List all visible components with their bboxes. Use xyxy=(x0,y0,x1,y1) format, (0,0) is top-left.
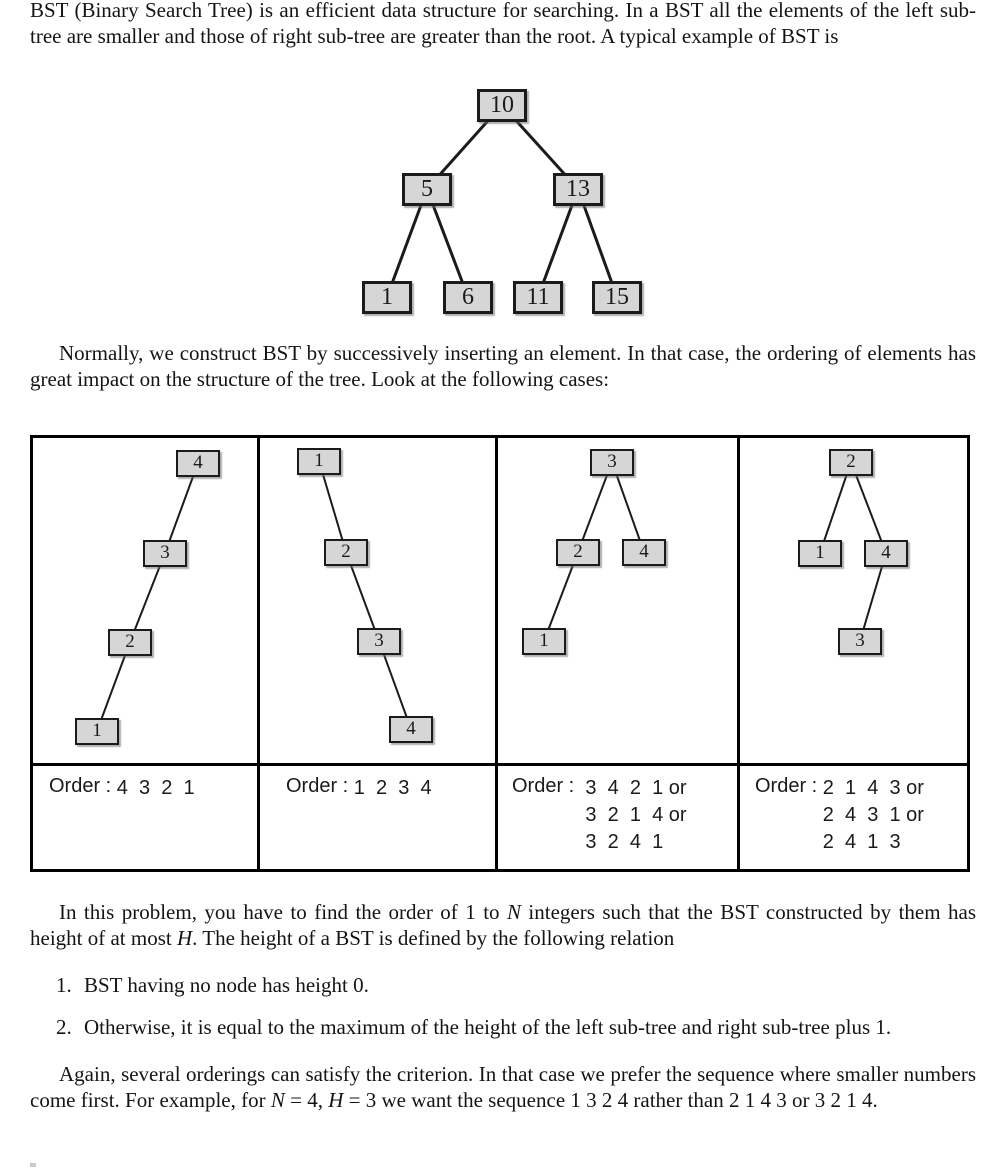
tree-node-4: 4 xyxy=(622,539,666,566)
list-text: Otherwise, it is equal to the maximum of the height of the left sub-tree and right sub-tree plus 1. xyxy=(84,1015,892,1039)
tree-node-2: 2 xyxy=(108,629,152,656)
text-segment: Again, several orderings can satisfy the criterion. In that case we prefer the sequence where smaller numbers come first. For example, for xyxy=(30,1062,976,1112)
order-cell-4 xyxy=(740,766,967,869)
tree-node-3: 3 xyxy=(590,449,634,476)
tree-node-2: 2 xyxy=(829,449,873,476)
order-label: Order : xyxy=(49,775,117,797)
tree-node-1: 1 xyxy=(297,448,341,475)
order-sequence: 3 2 1 4 or xyxy=(585,804,687,826)
paragraph-intro: BST (Binary Search Tree) is an efficient data structure for searching. In a BST all the elements of the left sub-tree are smaller and those of right sub-tree are greater than the root. A typical example of BST is xyxy=(30,0,976,48)
figure-panel-tree-1 xyxy=(33,438,257,763)
math-var-h: H xyxy=(328,1087,344,1112)
tree-node-1: 1 xyxy=(798,540,842,567)
tree-node-4: 4 xyxy=(176,450,220,477)
tree-node-10: 10 xyxy=(477,89,527,122)
tree-node-11: 11 xyxy=(513,281,563,314)
order-sequence: 3 2 4 1 xyxy=(585,831,664,853)
tree-node-3: 3 xyxy=(357,628,401,655)
order-cell-3 xyxy=(498,766,737,869)
order-label: Order : xyxy=(755,775,823,797)
list-text: BST having no node has height 0. xyxy=(84,973,369,997)
bst-cases-figure xyxy=(30,435,970,872)
tree-node-3: 3 xyxy=(143,540,187,567)
order-cell-2 xyxy=(260,766,495,869)
math-var-n: N xyxy=(270,1087,285,1112)
figure-panel-tree-2 xyxy=(260,438,495,763)
order-sequence: 4 3 2 1 xyxy=(116,777,195,799)
order-cell-1 xyxy=(33,766,257,869)
clipped-text-fragment xyxy=(30,1163,36,1167)
tree-node-4: 4 xyxy=(389,716,433,743)
tree-edges xyxy=(498,438,737,763)
text-segment: In this problem, you have to find the order of 1 to xyxy=(59,900,507,924)
tree-node-15: 15 xyxy=(592,281,642,314)
tree-edges xyxy=(260,438,495,763)
tree-node-4: 4 xyxy=(864,540,908,567)
text-segment: = 3 we want the sequence 1 3 2 4 rather than 2 1 4 3 or 3 2 1 4. xyxy=(343,1087,878,1112)
tree-edges xyxy=(33,438,257,763)
tree-node-5: 5 xyxy=(402,173,452,206)
order-label: Order : xyxy=(286,775,354,797)
order-sequence: 2 4 3 1 or xyxy=(822,804,924,826)
list-item-1 xyxy=(56,973,978,999)
tree-node-1: 1 xyxy=(75,718,119,745)
math-var-n: N xyxy=(506,900,521,924)
tree-edges xyxy=(740,438,967,763)
tree-node-6: 6 xyxy=(443,281,493,314)
tree-node-1: 1 xyxy=(522,628,566,655)
text-segment: integers such that the BST constructed by them has height of at most xyxy=(30,900,976,950)
bst-example-diagram xyxy=(340,85,670,315)
math-var-h: H xyxy=(176,925,193,950)
tree-node-3: 3 xyxy=(838,628,882,655)
list-number: 1. xyxy=(56,973,72,997)
tree-node-13: 13 xyxy=(553,173,603,206)
tree-node-2: 2 xyxy=(556,539,600,566)
list-number: 2. xyxy=(56,1015,72,1039)
order-label: Order : xyxy=(512,775,586,797)
text-segment: . The height of a BST is defined by the following relation xyxy=(192,925,675,950)
paragraph-ordering: Normally, we construct BST by successively inserting an element. In that case, the ordering of elements has great impact on the structure of the tree. Look at the following cases: xyxy=(30,341,976,391)
text-segment: = 4, xyxy=(284,1087,329,1112)
tree-node-2: 2 xyxy=(324,539,368,566)
tree-node-1: 1 xyxy=(362,281,412,314)
figure-panel-tree-4 xyxy=(740,438,967,763)
figure-panel-tree-3 xyxy=(498,438,737,763)
order-sequence: 1 2 3 4 xyxy=(353,777,432,799)
order-sequence: 2 4 1 3 xyxy=(822,831,901,853)
paragraph-preference xyxy=(30,1062,976,1113)
paragraph-problem xyxy=(30,900,976,951)
order-sequence: 2 1 4 3 or xyxy=(822,777,924,799)
list-item-2 xyxy=(56,1015,978,1041)
order-sequence: 3 4 2 1 or xyxy=(585,777,687,799)
